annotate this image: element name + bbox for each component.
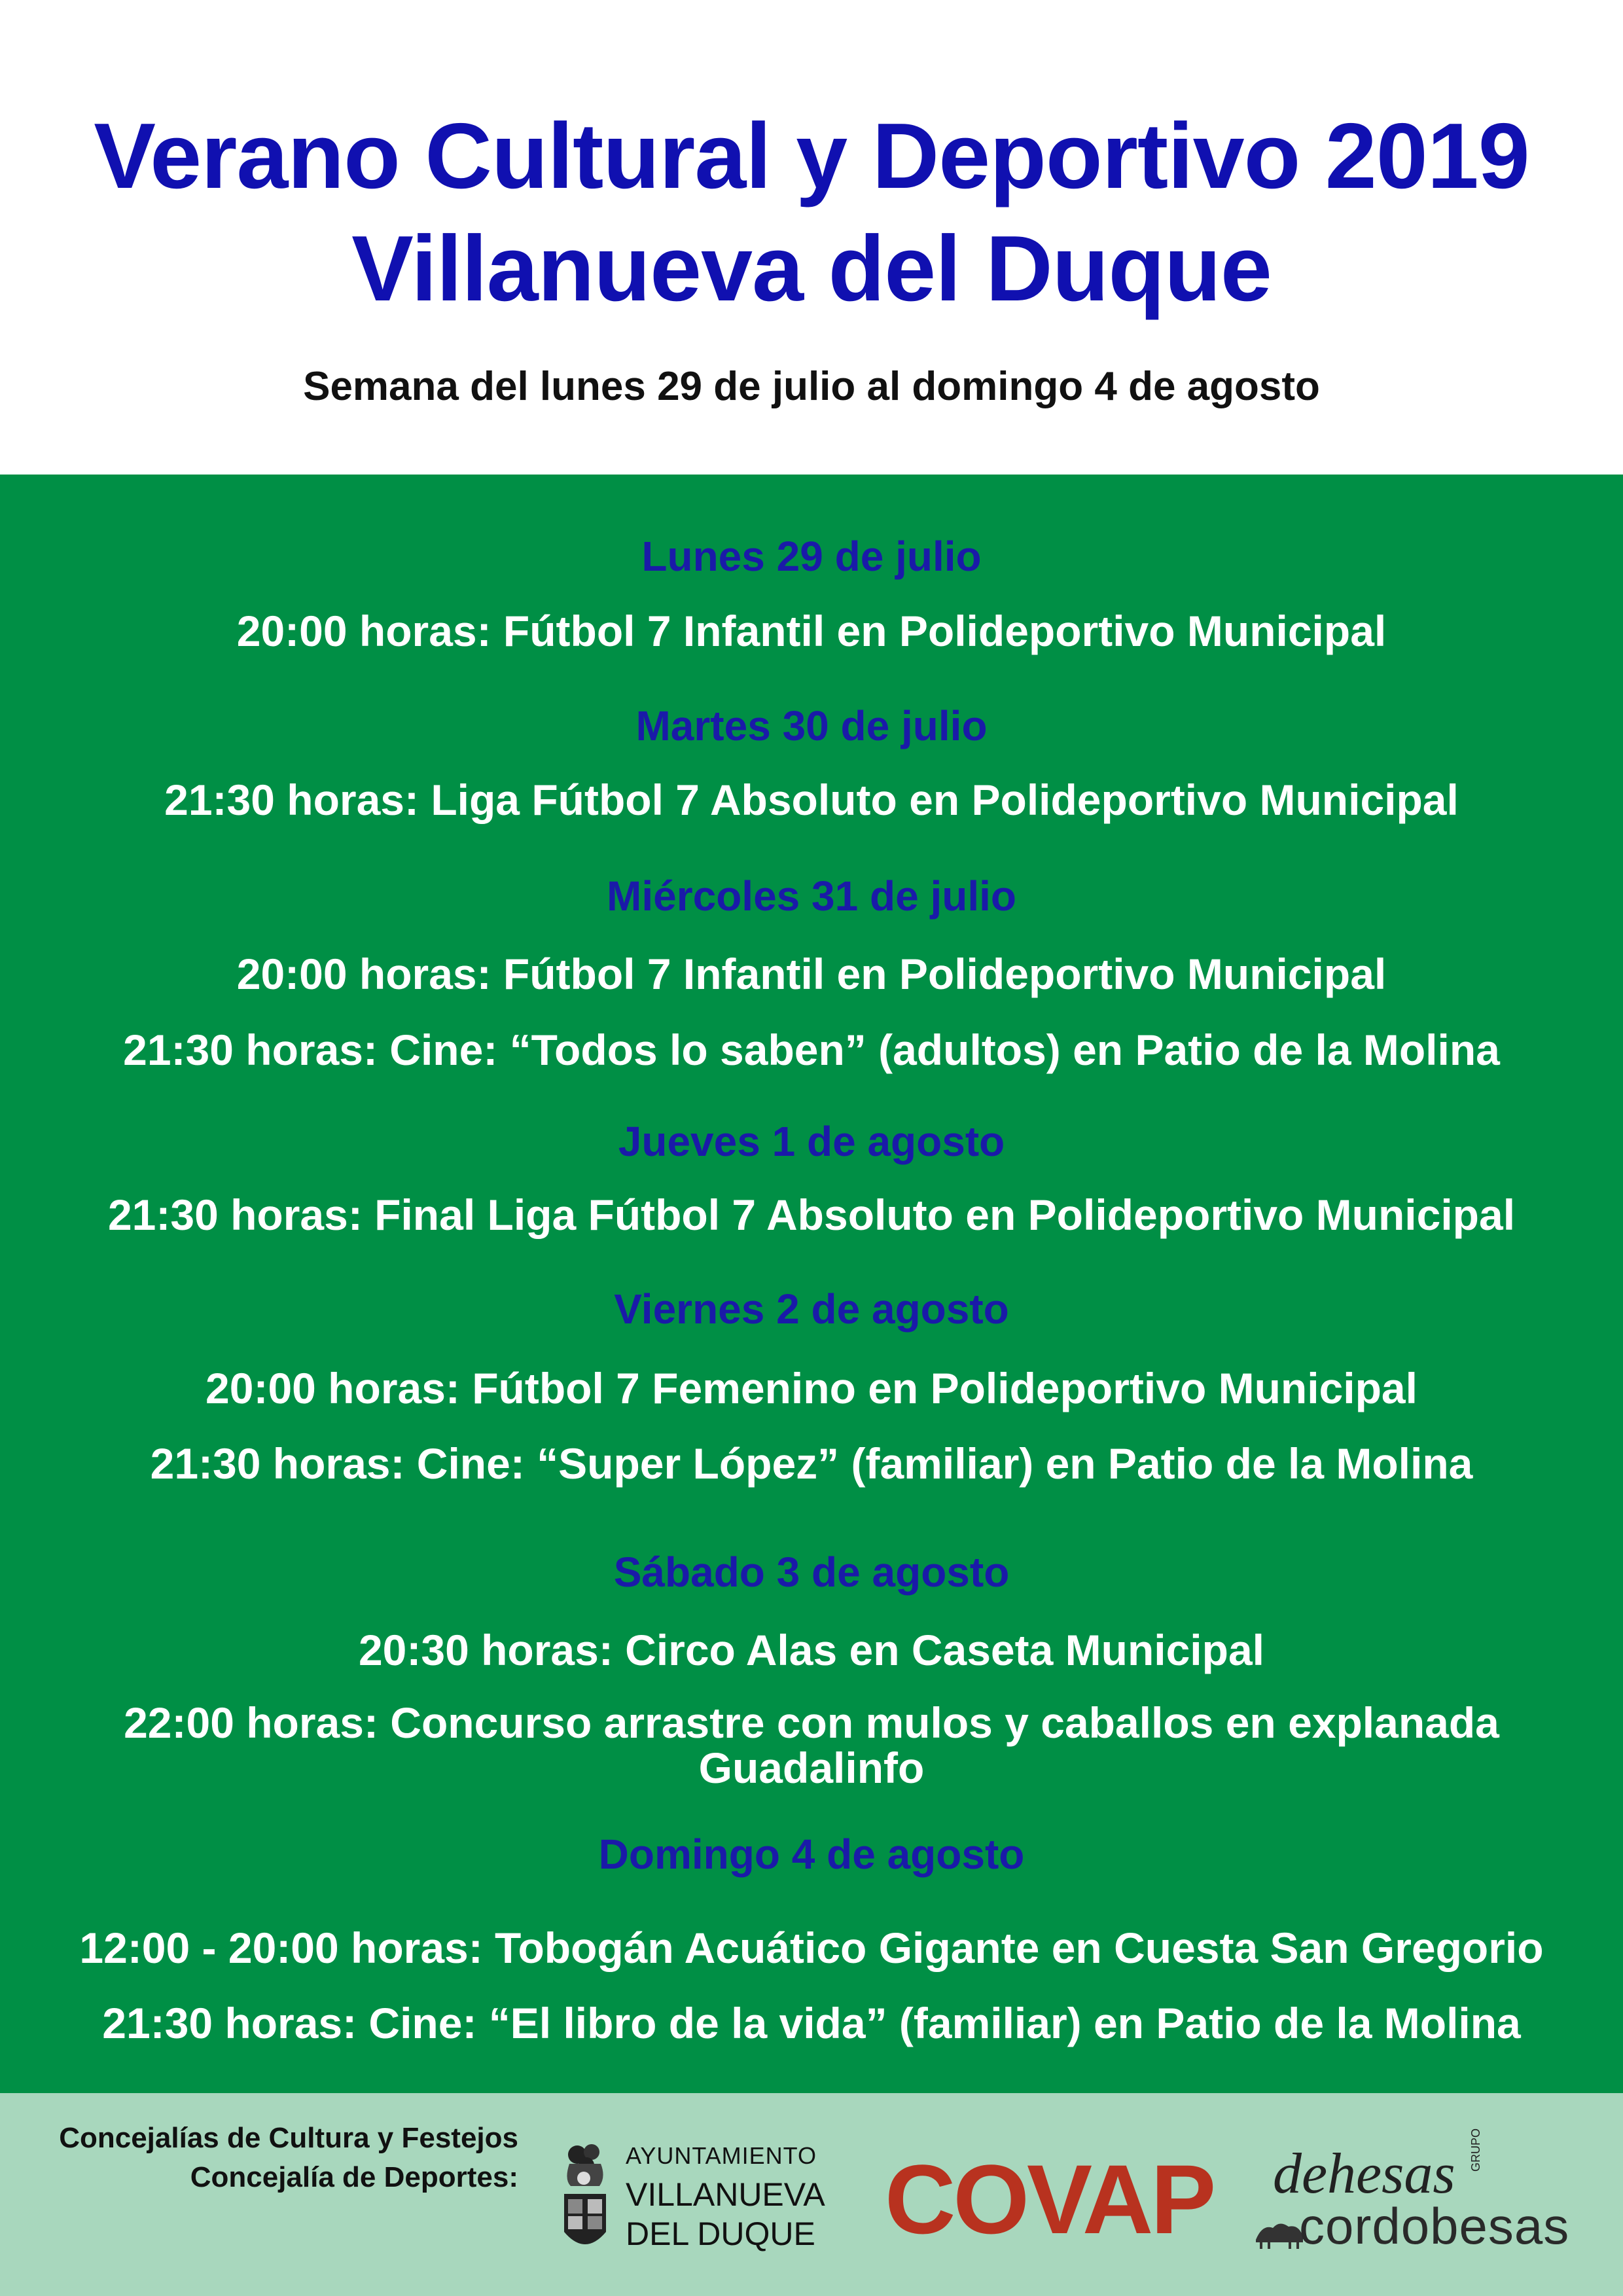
poster-title-line1: Verano Cultural y Deportivo 2019	[94, 104, 1529, 208]
event-saturday-1: 20:30 horas: Circo Alas en Caseta Municipal	[358, 1626, 1265, 1674]
event-sunday-1: 12:00 - 20:00 horas: Tobogán Acuático Gigante en Cuesta San Gregorio	[79, 1924, 1544, 1972]
day-heading-saturday: Sábado 3 de agosto	[613, 1549, 1010, 1596]
poster-subtitle: Semana del lunes 29 de julio al domingo 4 de agosto	[303, 364, 1320, 409]
dehesas-logo-script: dehesas	[1273, 2142, 1455, 2206]
ayuntamiento-town-line1: VILLANUEVA	[626, 2176, 825, 2213]
day-heading-thursday: Jueves 1 de agosto	[618, 1118, 1005, 1165]
day-heading-wednesday: Miércoles 31 de julio	[607, 872, 1016, 920]
day-heading-sunday: Domingo 4 de agosto	[598, 1831, 1025, 1878]
event-wednesday-2: 21:30 horas: Cine: “Todos lo saben” (adultos) en Patio de la Molina	[123, 1026, 1500, 1074]
event-tuesday-1: 21:30 horas: Liga Fútbol 7 Absoluto en Polideportivo Municipal	[164, 776, 1459, 824]
ayuntamiento-town-line2: DEL DUQUE	[626, 2215, 815, 2252]
covap-logo: COVAP	[885, 2144, 1214, 2254]
dehesas-logo-grupo: GRUPO	[1469, 2128, 1482, 2172]
dehesas-logo-name: cordobesas	[1299, 2197, 1570, 2255]
event-monday-1: 20:00 horas: Fútbol 7 Infantil en Polideportivo Municipal	[236, 607, 1387, 655]
dehesas-cordobesas-logo	[1253, 2128, 1594, 2276]
dehesas-animal-icon	[1253, 2211, 1306, 2250]
event-thursday-1: 21:30 horas: Final Liga Fútbol 7 Absoluto en Polideportivo Municipal	[107, 1191, 1516, 1239]
ayuntamiento-logo	[558, 2140, 832, 2265]
organizers-line1: Concejalías de Cultura y Festejos	[59, 2122, 518, 2154]
poster-header	[0, 0, 1623, 475]
day-heading-friday: Viernes 2 de agosto	[614, 1285, 1009, 1333]
event-saturday-2: 22:00 horas: Concurso arrastre con mulos y caballos en explanada	[124, 1698, 1499, 1747]
event-sunday-2: 21:30 horas: Cine: “El libro de la vida” (familiar) en Patio de la Molina	[102, 1999, 1521, 2047]
event-friday-1: 20:00 horas: Fútbol 7 Femenino en Polideportivo Municipal	[205, 1364, 1418, 1412]
event-friday-2: 21:30 horas: Cine: “Super López” (familiar) en Patio de la Molina	[150, 1439, 1473, 1488]
event-saturday-2-continued: Guadalinfo	[698, 1744, 925, 1792]
ayuntamiento-crest-icon	[558, 2140, 613, 2258]
organizers-line2: Concejalía de Deportes:	[190, 2161, 518, 2193]
ayuntamiento-label: AYUNTAMIENTO	[626, 2142, 817, 2169]
day-heading-monday: Lunes 29 de julio	[641, 533, 982, 580]
event-wednesday-1: 20:00 horas: Fútbol 7 Infantil en Polideportivo Municipal	[236, 950, 1387, 998]
poster-title-line2: Villanueva del Duque	[351, 217, 1272, 321]
day-heading-tuesday: Martes 30 de julio	[635, 702, 988, 749]
